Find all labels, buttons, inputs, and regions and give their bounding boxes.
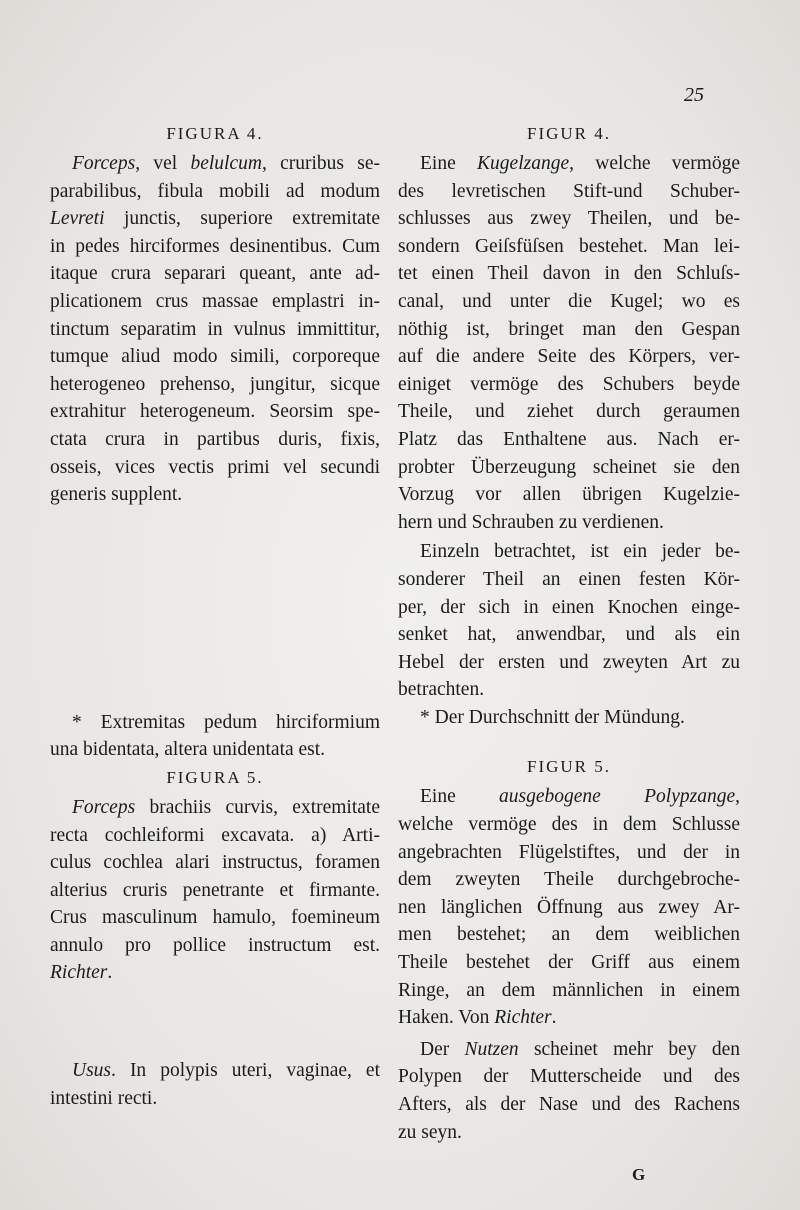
text-line: annulo pro pollice instructum est. xyxy=(50,934,380,956)
text-line: sonderer Theil an einen festen Kör- xyxy=(398,568,740,590)
text-line: recta cochleiformi excavata. a) Arti- xyxy=(50,824,380,846)
text-segment: ausgebogene Polypzange xyxy=(499,786,736,808)
text-line xyxy=(398,1004,740,1032)
text-line: * Extremitas pedum hirciformium xyxy=(72,711,380,733)
text-line: extrahitur heterogeneum. Seorsim spe- xyxy=(50,401,380,423)
text-segment: , welche vermöge xyxy=(569,153,741,174)
text-line: senket hat, anwendbar, und als ein xyxy=(398,624,740,646)
text-line xyxy=(398,1036,740,1064)
text-line: in pedes hirciformes desinentibus. Cum xyxy=(50,235,380,257)
signature-mark: G xyxy=(632,1165,646,1184)
text-segment: junctis, superiore extremitate xyxy=(104,208,380,230)
text-segment: . In polypis uteri, vaginae, et xyxy=(111,1060,380,1082)
text-line: intestini recti. xyxy=(50,1087,158,1109)
text-segment: , vel xyxy=(135,153,191,174)
text-segment: Forceps xyxy=(72,796,136,818)
text-line xyxy=(398,150,740,178)
text-line: nöthig ist, bringet man den Gespan xyxy=(398,318,740,340)
text-line: tumque aliud modo simili, corporeque xyxy=(50,346,380,368)
text-line: alterius cruris penetrante et firmante. xyxy=(50,879,380,901)
text-line: angebrachten Flügelstiftes, und der in xyxy=(398,841,740,863)
spacer xyxy=(50,509,380,709)
text-segment: Eine xyxy=(420,786,500,808)
text-line: Afters, als der Nase und des Rachens xyxy=(398,1094,740,1115)
figur-5-heading: FIGUR 5. xyxy=(526,757,611,777)
text-line: ctata crura in partibus duris, fixis, xyxy=(50,428,380,450)
figura-4-text xyxy=(50,150,380,509)
text-line: Platz das Enthaltene aus. Nach er- xyxy=(398,428,740,450)
text-line: una bidentata, altera unidentata est. xyxy=(50,739,326,761)
text-line: men bestehet; an dem weiblichen xyxy=(398,924,740,946)
text-line: schlusses aus zwey Theilen, und be- xyxy=(398,208,740,230)
text-segment: Usus xyxy=(72,1060,112,1082)
text-line: welche vermöge des in dem Schlusse xyxy=(398,814,740,836)
text-line: Ringe, an dem männlichen in einem xyxy=(398,979,740,1001)
text-line xyxy=(398,783,740,811)
text-line: osseis, vices vectis primi vel secundi xyxy=(50,456,380,478)
figura-5-text xyxy=(50,794,380,987)
text-line xyxy=(50,794,380,822)
text-segment: Der xyxy=(420,1038,465,1060)
text-segment: Eine xyxy=(420,153,478,174)
text-line: auf die andere Seite des Körpers, ver- xyxy=(398,346,740,368)
text-line: tinctum separatim in vulnus immittitur, xyxy=(50,318,380,340)
figur-5-text xyxy=(398,783,740,1031)
text-segment: . xyxy=(107,962,113,984)
figur-4-text-2 xyxy=(398,538,740,704)
text-segment: scheinet mehr bey den xyxy=(518,1038,740,1060)
text-line xyxy=(50,1057,380,1085)
text-line: generis supplent. xyxy=(50,484,183,506)
figura-4-heading: FIGURA 4. xyxy=(166,124,264,143)
text-line: Theile bestehet der Griff aus einem xyxy=(398,952,740,974)
text-segment: Levreti xyxy=(50,208,105,230)
text-line: einiget vermöge des Schubers beyde xyxy=(398,373,740,395)
text-line: heterogeneo prehenso, jungitur, sicque xyxy=(50,373,380,395)
text-segment: , xyxy=(735,786,740,808)
text-line xyxy=(50,959,380,987)
text-line: itaque crura separari queant, ante ad- xyxy=(50,263,380,285)
figur-4-note xyxy=(398,704,740,732)
figura-4-note xyxy=(50,709,380,764)
text-segment: brachiis curvis, extremitate xyxy=(135,796,380,818)
text-line: parabilibus, fibula mobili ad modum xyxy=(50,180,380,202)
nutzen-text xyxy=(398,1036,740,1146)
text-line: Polypen der Mutterscheide und des xyxy=(398,1066,740,1088)
text-segment: belulcum xyxy=(190,153,262,174)
text-line: Vorzug vor allen übrigen Kugelzie- xyxy=(398,484,740,506)
text-segment: . xyxy=(551,1007,557,1029)
text-line: tet einen Theil davon in den Schluſs- xyxy=(398,263,740,285)
text-segment: Richter xyxy=(50,962,108,984)
figur-4-heading: FIGUR 4. xyxy=(526,124,611,143)
text-line: sondern Geiſsfüſsen bestehet. Man lei- xyxy=(398,235,740,257)
text-line: Hebel der ersten und zweyten Art zu xyxy=(398,651,740,673)
text-line: hern und Schrauben zu verdienen. xyxy=(398,511,664,533)
text-line: nen länglichen Öffnung aus zwey Ar- xyxy=(398,896,740,918)
text-line: des levretischen Stift-und Schuber- xyxy=(398,180,740,202)
text-line: Einzeln betrachtet, ist ein jeder be- xyxy=(420,541,740,563)
text-segment: Nutzen xyxy=(464,1038,519,1060)
text-segment: Kugelzange xyxy=(477,153,570,174)
text-segment: Richter xyxy=(494,1007,552,1029)
text-segment: , cruribus se- xyxy=(261,153,381,174)
text-line: culus cochlea alari instructus, foramen xyxy=(50,852,380,874)
latin-column xyxy=(50,124,380,1112)
page-number: 25 xyxy=(684,84,704,106)
note-line: * Der Durchschnitt der Mündung. xyxy=(420,706,685,728)
figura-5-heading: FIGURA 5. xyxy=(166,767,264,787)
text-line: per, der sich in einen Knochen einge- xyxy=(398,596,740,618)
german-column xyxy=(398,124,740,1146)
text-line: Theile, und ziehet durch geraumen xyxy=(398,401,740,423)
text-line: betrachten. xyxy=(398,679,485,701)
text-line xyxy=(50,150,380,178)
text-line xyxy=(50,205,380,233)
usus-text xyxy=(50,1057,380,1112)
text-line: plicationem crus massae emplastri in- xyxy=(50,290,380,312)
text-line: canal, und unter die Kugel; wo es xyxy=(398,290,740,312)
text-line: probter Überzeugung scheinet sie den xyxy=(398,456,740,478)
text-segment: Haken. Von xyxy=(398,1007,495,1029)
figur-4-text xyxy=(398,150,740,536)
text-segment: Forceps xyxy=(72,153,136,174)
spacer xyxy=(50,987,380,1057)
text-line: zu seyn. xyxy=(398,1121,462,1143)
text-line: dem zweyten Theile durchgebroche- xyxy=(398,869,740,891)
text-line: Crus masculinum hamulo, foemineum xyxy=(50,907,380,929)
